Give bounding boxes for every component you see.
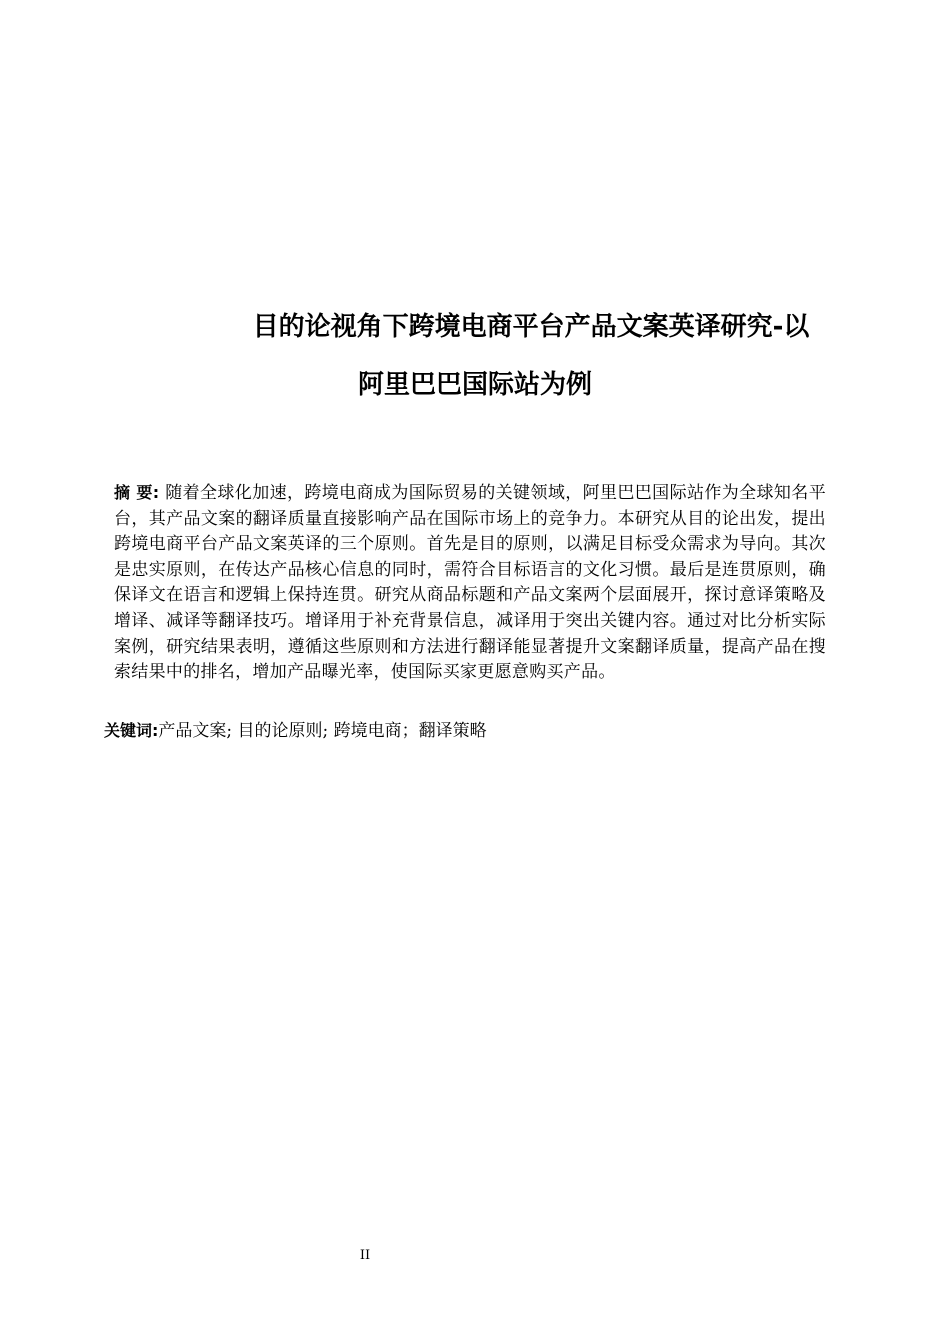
abstract-paragraph: [114, 480, 826, 686]
keywords-line: [104, 719, 864, 743]
title-line-1: 目的论视角下跨境电商平台产品文案英译研究-以: [252, 312, 810, 342]
title-line-2: 阿里巴巴国际站为例: [357, 370, 592, 400]
keywords-text: 产品文案; 目的论原则; 跨境电商；翻译策略: [158, 721, 487, 741]
page-number: II: [359, 1248, 371, 1263]
abstract-label: 摘 要:: [114, 483, 160, 502]
abstract-text: 随着全球化加速，跨境电商成为国际贸易的关键领域，阿里巴巴国际站作为全球知名平台，其产品文案的翻译质量直接影响产品在国际市场上的竞争力。本研究从目的论出发，提出跨境电商平台产品文案英译的三个原则。首先是目的原则，以满足目标受众需求为导向。其次是忠实原则，在传达产品核心信息的同时，需符合目标语言的文化习惯。最后是连贯原则，确保译文在语言和逻辑上保持连贯。研究从商品标题和产品文案两个层面展开，探讨意译策略及增译、减译等翻译技巧。增译用于补充背景信息，减译用于突出关键内容。通过对比分析实际案例，研究结果表明，遵循这些原则和方法进行翻译能显著提升文案翻译质量，提高产品在搜索结果中的排名，增加产品曝光率，使国际买家更愿意购买产品。: [114, 483, 827, 683]
keywords-label: 关键词:: [104, 721, 159, 740]
